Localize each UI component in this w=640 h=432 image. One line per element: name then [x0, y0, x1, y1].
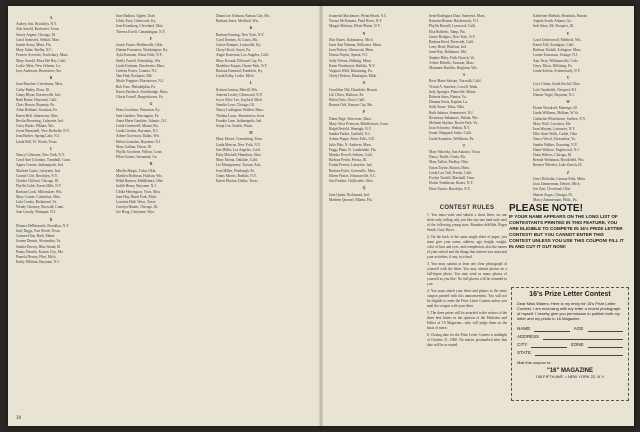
- contestant-name: Ginny Morris, Buffalo, N.Y.: [216, 173, 257, 178]
- coupon-field-line[interactable]: [534, 326, 570, 332]
- contestant-name: Gerri DeJardin, Cannon Falls, Minn.: [533, 176, 586, 181]
- contestant-name: Joan Schwartz, Walnut, N.Y.: [429, 126, 471, 131]
- contestant-name: Barbara Cook, Milwaukee, Wis.: [16, 189, 63, 194]
- name-column: [329, 14, 399, 202]
- contestant-name: Dona Goodwin, Princeton, Ky.: [116, 108, 161, 113]
- section-letter: L: [249, 81, 253, 86]
- contestant-name: Shelly Farrell, Friendship, Wis.: [116, 58, 162, 63]
- contestant-name: Myrle Frappier, Morristown, N.J.: [116, 79, 165, 84]
- contestant-name: Karen Bell, Johnstown, Ohio: [16, 113, 58, 118]
- section-letter: O: [362, 81, 366, 86]
- contestant-name: Annette Lesley, Glenwood, N.Y.: [216, 92, 263, 97]
- contestant-name: Judy Springer, Plainville, Maine: [429, 89, 476, 94]
- coupon-field-line[interactable]: [588, 342, 623, 348]
- contestant-name: Ulrike Herrington, Vicar, Miss.: [116, 189, 161, 194]
- rule-paragraph: 1. You must write and submit a short letter, on one sheet only, telling why you like any one (and only one) of the following young stars: Brandon deWilde, Roger Smith, Gary Bryce.: [427, 213, 507, 232]
- contestant-name: Sally Stone, Tulsa, Okla.: [429, 105, 465, 110]
- contestant-name: Mary Gallian, Dixon, Ill.: [116, 144, 152, 149]
- contestant-name: Jane Gardner, Warrington, Pa.: [116, 113, 160, 118]
- coupon-field-row[interactable]: [517, 326, 623, 332]
- coupon-field-line[interactable]: [588, 326, 624, 332]
- contestant-name: Linda Kirby, Leslie, Mich.: [216, 74, 255, 79]
- contestant-name: Connie Cole, Brooklyn, N.Y.: [16, 173, 58, 178]
- contestant-name: June Endlow, Ogden, Utah: [116, 14, 155, 18]
- contestant-name: Leslie Allen, New Orleans, La.: [16, 63, 61, 68]
- contestant-name: Sharon Zogas, Chicago, Ill.: [533, 192, 573, 197]
- coupon-field-label: ZONE: [570, 342, 584, 347]
- contestant-name: Carol Kenney, St. Louis, Mo.: [216, 37, 259, 42]
- section-letter: F: [149, 36, 153, 41]
- contestant-name: Jennie Avery, Mimi, Fla.: [16, 43, 52, 48]
- contestant-name: Ralph Perfeld, Wantagh, N.Y.: [329, 127, 372, 132]
- contestant-name: Janis Ann Nieman, Stillwater, Minn.: [329, 43, 382, 48]
- contestant-name: Carol Ann Colombo, Trumbull, Conn.: [16, 158, 71, 163]
- contestant-name: Kathy Dillman, Bayonne, N.J.: [16, 260, 60, 265]
- contestant-name: Marilyn Hoffman, Hudson, Wis.: [116, 173, 163, 178]
- contestant-name: Mirella Hargis, Tulsa, Okla.: [116, 168, 157, 173]
- contestant-name: Stephie Riley, Falls Church, Va.: [429, 55, 475, 60]
- contestant-name: Joey Anderson, Beaverton, Ore.: [16, 69, 62, 74]
- contestant-name: Lulu Conley, Richmond, Va.: [16, 199, 58, 204]
- contestant-name: Nan Fink, Rockport, Md.: [116, 74, 153, 79]
- contestant-name: Nancy Ludington, Holden, Mass.: [216, 108, 264, 113]
- contestant-name: Carleen Foster, Catania, N.J.: [116, 69, 158, 74]
- contestant-name: Ann Cassily, Wanaque, N.J.: [16, 210, 57, 215]
- contestant-name: Lorraine Hall, Waco, Texas: [116, 199, 156, 204]
- contestant-name: Eileen Prince, Johnsonville, S.C.: [329, 173, 377, 178]
- contestant-name: Mary Koszak, Ellwood City, Pa.: [216, 58, 263, 63]
- contestant-name: Sandra Walker, Ossoning, N.Y.: [533, 142, 578, 147]
- contestant-name: Chris Brown, Bryantje, Pa.: [16, 103, 55, 108]
- contestant-name: Bevlin Browning, Lafayette, Ind.: [16, 118, 64, 123]
- contestant-name: Mary Adair, Shelby, N.C.: [16, 48, 53, 53]
- contestant-name: Peggy Plant, Ft. Lauderdale, Fla.: [329, 147, 377, 152]
- contestant-name: Linda Lou Tull, Fresno, Calif.: [429, 170, 473, 175]
- section-letter: M: [249, 131, 253, 136]
- contestant-name: Karin Nordmeyer, Buffalo, N.Y.: [329, 63, 376, 68]
- contestant-name: Nancy Tindle, Ocala, Fla.: [429, 155, 466, 160]
- contestant-name: Arlene Gorenson, Dallas, Wis.: [116, 134, 160, 139]
- contestant-name: Cathy Bailey, Flora, Ill.: [16, 87, 50, 92]
- contestant-name: Linda Saunders, Wellsboro, Pa.: [429, 136, 475, 141]
- contestant-name: Eleanor DeBernardo, Brooklyn, N.Y.: [16, 223, 70, 228]
- section-letter: N: [362, 31, 366, 36]
- section-letter: Z: [566, 170, 570, 175]
- contestant-name: Jeanie Sheppard, Indio, Calif.: [429, 131, 472, 136]
- contestant-name: Bob Fuse, Philadelphia, Pa.: [116, 84, 156, 89]
- section-letter: B: [49, 76, 53, 81]
- contestant-name: Cheryl Nelson, Muskegon, Mich.: [329, 74, 378, 79]
- contestant-name: Amelia Love, Chicago, Ill.: [216, 103, 255, 108]
- section-letter: U: [566, 31, 570, 36]
- contestant-name: Joe Hoag, Cheyenne, Wyo.: [116, 210, 156, 215]
- contestant-name: Jeyne Bazzanell, New Rochelle, N.Y.: [16, 129, 70, 134]
- coupon-field-label: NAME: [517, 326, 531, 331]
- rule-paragraph: 2. On the back of the same single sheet of paper, you must give your name, address, age, height, weight, color of hair and eyes, and complexion; also the names of your school and the things that interest you most and your activities, if any, in school.: [427, 235, 507, 259]
- contestant-name: Gerry Burke, Elkhart, Wis.: [16, 124, 55, 129]
- contestant-name: Joan Nelson, Glenwood, Minn.: [329, 48, 374, 53]
- contestant-name: Dona Walters, Chicago, Ill.: [533, 153, 573, 158]
- contestant-name: Linda Marcus, New York, N.Y.: [216, 142, 261, 147]
- contestant-name: Louise Tomasson, Orange, N.J.: [533, 53, 579, 58]
- section-letter: H: [149, 162, 153, 167]
- section-letter: K: [249, 26, 253, 31]
- contestant-name: Janet Ray, Baltimore, Md.: [429, 50, 467, 55]
- contestant-name: Melinda Skyline, Bowie Park, Va.: [429, 121, 478, 126]
- contestant-name: Aline Bethune, Scranton, Pa.: [16, 108, 58, 113]
- contestant-name: Deanna Sirois, Kaplan, La.: [429, 100, 468, 105]
- contestant-name: Julie Pike, N. Andover, Mass.: [329, 142, 372, 147]
- contestant-name: Kristen Lenton, Merrill, Wis.: [216, 87, 258, 92]
- contestant-name: Geraldine Ohl, Honolulu, Hawaii: [329, 87, 378, 92]
- contestant-name: Sonja Lee, Seattle, Wash.: [216, 124, 253, 129]
- contestant-name: Irene Rodriguez Diaz, Somerset, Mass.: [429, 14, 486, 18]
- contestant-name: Joyce Alice Lee, Gaylord, Mich.: [216, 98, 263, 103]
- contestant-name: Lili Oliver, Hatboro, Pa.: [329, 92, 364, 97]
- contestant-name: Helen Gonzalez, Bayonne, N.J.: [116, 139, 162, 144]
- coupon-field-row[interactable]: [517, 350, 623, 356]
- magazine-spread: [8, 6, 634, 426]
- right-page: [321, 6, 634, 426]
- contestant-name: Barbara Pyles, Greenville, Miss.: [329, 168, 376, 173]
- contestant-name: Susan Taylor, Boston, Mass.: [429, 165, 470, 170]
- contestant-name: Barbara Tindall, Arlington, Mass.: [533, 48, 582, 53]
- contestant-name: Jeri Zutt, Cleveland, Ohio: [533, 187, 571, 192]
- contestant-name: Theresa Ewell, Canandaigua, N.Y.: [116, 29, 166, 34]
- contestant-name: Dianne Vogel, Bayonne, N.J.: [533, 92, 575, 97]
- contestant-name: Diane Wallace, Englewood, N.J.: [533, 147, 580, 152]
- coupon-field-row[interactable]: [517, 342, 623, 348]
- contestant-name: Elin Nunes, Kalamazoo, Mich.: [329, 37, 374, 42]
- contestant-name: Bernice Wheeler, Lake Zurich, Ill.: [533, 163, 583, 168]
- notice-title: PLEASE NOTE!: [509, 203, 583, 214]
- contestant-name: Joan Zimmerman, Detroit, Mich.: [533, 182, 581, 187]
- contestant-name: Phyllis Cobb, Forest Hills, N.Y.: [16, 184, 62, 189]
- contestant-name: Donna Naylor, Sparta, N.J.: [329, 53, 368, 58]
- contest-rules: [427, 206, 507, 350]
- contestant-name: Anna Marie Gauthier, Atlantic, N.J.: [116, 118, 168, 123]
- contestant-name: Patty Mitchell, Hamilton, Ohio: [216, 153, 261, 158]
- contestant-name: Angela South, Atlanta, Ga.: [533, 19, 572, 24]
- contestant-name: Ayla Fontaine, Glens Falls, N.Y.: [116, 53, 163, 58]
- contestant-name: Frankie Lane, Indianapolis, Ind.: [216, 118, 263, 123]
- contestant-name: Catherine Whitehouse, Suffern, N.Y.: [533, 116, 586, 121]
- contestant-name: Joan Weyant, Lancaster, N.Y.: [533, 127, 576, 132]
- contestant-name: Ginny Blyan, Brewerville, Ind.: [16, 92, 61, 97]
- contestant-name: Stacey Argent, Chicago, Ill.: [16, 32, 56, 37]
- contestant-name: Elsa Robledo, Tamp, Fla.: [429, 29, 466, 34]
- contestant-name: Karen Morton, Dallas, Texas: [216, 179, 258, 184]
- contestant-name: Linda Greenwell, Miami, Fla.: [116, 124, 159, 129]
- section-letter: S: [463, 73, 465, 78]
- contestant-name: Mary Corner, Columbus, Ohio: [16, 194, 61, 199]
- contestant-name: Rose Marie Salvato, Norwalk, Calif.: [429, 79, 482, 84]
- contestant-name: Hilda Hansen, Middlebury, Ohio: [116, 179, 164, 184]
- section-letter: G: [149, 102, 153, 107]
- contestant-name: Janice Rodgers, New York, N.Y.: [429, 34, 476, 39]
- contestant-name: Katherine Shehida, Honolulu, Hawaii: [533, 14, 588, 18]
- contestant-name: Jean Miller, Pittsburgh, Pa.: [216, 168, 255, 173]
- contestant-name: Mary Moore, Greensburg, Tenn.: [216, 137, 263, 142]
- coupon-field-line[interactable]: [531, 342, 566, 348]
- contestant-name: Barbara Pettitt, Peoria, Ill.: [329, 158, 367, 163]
- contestant-name: Ellen Gomes, Savannah, Ga.: [116, 155, 158, 160]
- coupon-address: 745 FIFTH AVE. • NEW YORK 22, N.Y.: [535, 374, 605, 379]
- contestant-name: Barbara Keating, New York, N.Y.: [216, 32, 265, 37]
- contestant-name: Evelyn Trudell, Marshall, Tenn.: [429, 176, 475, 181]
- section-letter: A: [49, 16, 53, 20]
- rule-paragraph: 3. You must submit at least one clear photograph of yourself with the letter. You may submit photos on a full-figure photo. You may send as many photos of yourself as you like. No full-photos will be returned to you.: [427, 262, 507, 286]
- contestant-name: Diana Lee Johnson, Kansas City, Mo.: [216, 14, 271, 18]
- coupon-magazine-name: "16" MAGAZINE: [546, 368, 594, 374]
- contestant-name: Arlene Poppe, Sioux Falls, S.D.: [329, 137, 375, 142]
- contestant-name: Mary Arnold, Flora Del Rey, Calif.: [16, 58, 67, 63]
- contestant-name: Linda Williams, Midlam, W.Va.: [533, 111, 579, 116]
- contestant-name: Virginia Weld, Kittanning, Pa.: [329, 69, 373, 74]
- contestant-name: Carol Armisted, Selkirk, Man.: [16, 37, 60, 42]
- contestant-name: Angie Kasterian, Los Angeles, Calif.: [216, 53, 269, 58]
- name-column: [16, 14, 86, 265]
- contestant-name: Mary Moran, Oakdale, Calif.: [216, 158, 258, 163]
- contestant-name: Judy Diggs, Fort Worth, Texas: [16, 228, 60, 233]
- section-letter: V: [566, 76, 570, 81]
- contestant-name: Sandra Dorsey, Blue Island, Ill.: [16, 244, 62, 249]
- coupon-field-label: AGE: [573, 326, 584, 331]
- contestant-name: Marlene Curtis, Lafayette, Ind.: [16, 168, 61, 173]
- coupon-field-line[interactable]: [543, 334, 623, 340]
- name-column: [533, 14, 603, 202]
- contestant-name: Ann Terry, Williamsville, Colo.: [533, 58, 579, 63]
- contestant-name: Linda Fairman, Dorchester, Mass.: [116, 63, 165, 68]
- left-page: [8, 6, 321, 426]
- contestant-name: Janice Foster, Holdenville, Okla.: [116, 43, 164, 48]
- name-column: [116, 14, 186, 216]
- contestant-name: Nancy Wood, Alexandria, Va.: [533, 137, 576, 142]
- contestant-name: Jean Barber, Spring Lake, N.J.: [16, 134, 60, 139]
- contestant-name: Marianne Rachlin, Brighton, Wis.: [429, 66, 478, 71]
- rule-paragraph: 4. You must attach your letter and photos to the entry coupon printed with this announcement. You will not be eligible to enter the Prize Letter Contest unless you mail the coupon with your letter.: [427, 289, 507, 308]
- contestant-name: Jean Eisenberg, Cleveland, Ohio: [116, 24, 163, 29]
- contestant-name: Barbara Jones, Medford, Wis.: [216, 19, 259, 24]
- coupon-fields: [512, 326, 628, 356]
- contestant-name: Jane Quinn, Richmond, Ind.: [329, 192, 370, 197]
- contestant-name: Carolyn Hunter, Chicago, Ill.: [116, 205, 158, 210]
- coupon-field-line[interactable]: [535, 350, 623, 356]
- rule-paragraph: 5. The three prizes will be awarded to the writers of the three best letters in the opinion of the Publisher and Editor of 16 Magazine—who will judge them on the basis of merit.: [427, 311, 507, 330]
- entry-coupon: [511, 287, 629, 401]
- contestant-name: Carmen Diaz, Bath, Maine: [16, 234, 55, 239]
- contestant-name: Elaine Tomlinson, Bronx, N.Y.: [429, 181, 474, 186]
- contestant-name: Barbara Reed, Riverside, Calif.: [429, 40, 475, 45]
- please-note-notice: [509, 204, 627, 250]
- contestant-name: Bonnie Orff, Kansas City, Mo.: [329, 103, 374, 108]
- contestant-name: Marlene Quesnel, Miami, Fla.: [329, 197, 373, 202]
- contestant-name: Audrey Ash, Brooklyn, N.Y.: [16, 22, 57, 27]
- contestant-name: Barb Barne, Hayward, Calif.: [16, 98, 58, 103]
- contestant-name: Cheryl Koch, Sayre, Pa.: [216, 48, 251, 53]
- contestant-name: Dena Turner, Brooklyn, N.Y.: [429, 186, 471, 191]
- contestant-name: Agnes Conner, Indianapolis, Ind.: [16, 163, 64, 168]
- section-letter: T: [462, 143, 466, 148]
- contestant-name: Linda Bell, Ft. Worth, Texas: [16, 139, 57, 144]
- contestant-name: Ramona Renner, Hackensack, N.J.: [429, 19, 479, 24]
- contestant-name: Sue Miller, Los Angeles, Calif.: [216, 147, 261, 152]
- contestant-name: Phyllis Russell, Lynwood, Calif.: [429, 24, 476, 29]
- contestant-name: Larry Reed, Bluffton, Ind.: [429, 45, 467, 50]
- contestant-name: Linda Gordon, Bayonne, N.J.: [116, 129, 159, 134]
- contestant-name: Marsha Powell, Salinas, Calif.: [329, 153, 373, 158]
- contestant-name: Mary Alice Peterson, Middletown, Conn.: [329, 121, 389, 126]
- coupon-field-label: ADDRESS: [517, 334, 540, 339]
- contestant-name: Gloria Forsell, Burgettstown, Pa.: [116, 95, 164, 100]
- contestant-name: Lola Vanderbilt, Newport, R.I.: [533, 87, 577, 92]
- name-column: [429, 14, 499, 192]
- contestant-name: Elaine Woodruff, Marengo, Ill.: [533, 106, 578, 111]
- contestant-name: Gerry Tilton, Dillsburg, Pa.: [533, 63, 573, 68]
- coupon-title: 16's Prize Letter Contest: [529, 291, 611, 298]
- contestant-name: Gracie Kemper, Louisville, Ky.: [216, 43, 262, 48]
- contestant-name: Penny Daniels, Kansas City, Mo.: [16, 249, 64, 254]
- contestant-name: Phyllis Goodwin, Wilton, Conn.: [116, 150, 163, 155]
- contestant-name: Frances Acevedo, Tewksbury, Mass.: [16, 53, 69, 58]
- contestant-name: Charles Clifford, Chicago, Ill.: [16, 179, 60, 184]
- coupon-mail-label: Mail this coupon to:: [517, 360, 552, 365]
- coupon-body: Dear Miss Waters: Here is my entry for 16's Prize Letter Contest. I am enclosing with my letter a recent photograph of myself. I hereby give you permission to publish both my letter and my photo in 16 Magazine.: [517, 301, 621, 321]
- contestant-name: Vivian A. Sanchez, Lowell, Wash.: [429, 84, 479, 89]
- contestant-name: Rosemary Sakamoto, Pahala, Wis.: [429, 115, 479, 120]
- contestant-name: Arlene Rebello, Taunton, Mass.: [429, 60, 475, 65]
- contestant-name: Karen Tull, Southgate, Calif.: [533, 43, 575, 48]
- contestant-name: Diane Page, Worcester, Mass.: [329, 116, 372, 121]
- contestant-name: Ellie Anne Walls, Cadde, Ohio: [533, 132, 578, 137]
- contestant-name: Mary Talbot, Findlay, Ohio: [429, 160, 469, 165]
- contestant-name: Thelma Lucas, Sharonview, Iowa: [216, 113, 265, 118]
- contestant-name: Mary Sikorsky, San Antonio, Texas: [429, 150, 480, 155]
- contestant-name: Sally Nelson, Hibbing, Minn.: [329, 58, 372, 63]
- contestant-name: Jane Hay, Hazel Park, Mich.: [116, 194, 157, 199]
- contestant-name: Mary Wolf, Lewiston, Me.: [533, 121, 572, 126]
- page-number: 38: [16, 416, 21, 421]
- rules-list: [427, 213, 507, 348]
- contestant-name: Norma McNamara, Pearl River, N.Y.: [329, 19, 383, 24]
- contestant-name: Margie Mahony, White Plains, N.Y.: [329, 24, 381, 29]
- rule-paragraph: 6. Closing date for the Prize Letter Contest is midnight of October 31, 1960. No entries postmarked after that date will be accepted.: [427, 333, 507, 347]
- contestant-name: Marcy Zimmerman, Phila., Pa.: [533, 197, 578, 202]
- contestant-name: Ruth Salmon, Sommerset, N.J.: [429, 110, 474, 115]
- coupon-field-row[interactable]: [517, 334, 623, 340]
- contestant-name: Helen Ortiz, Orosi, Calif.: [329, 98, 366, 103]
- contestant-name: Joanne Dennis, Alexandria, Va.: [16, 239, 62, 244]
- contest-rules-title: CONTEST RULES: [439, 205, 495, 211]
- contestant-name: Wendy Chesney, Norwalk, Conn.: [16, 205, 64, 210]
- contestant-name: Ada Arnold, Rochester, Texas: [16, 27, 59, 32]
- contestant-name: Linda Soleria, Schenectady, N.Y.: [533, 69, 581, 74]
- contestant-name: Lucy Urban, South Euclid, Ohio: [533, 82, 580, 87]
- contestant-name: Joan Boucher, Creedmoor, Miss.: [16, 82, 64, 87]
- contestant-name: Barbara Kennard, Frankfort, Ky.: [216, 69, 263, 74]
- contestant-name: Fonda Powers, Lafayette, Ind.: [329, 163, 373, 168]
- contestant-name: Brenda Weitzman, Brookfield, Wis.: [533, 158, 585, 163]
- notice-text: IF YOUR NAME APPEARS ON THE LONG LIST OF CONTESTANTS PRINTED IN THIS FEATURE, YOU ARE ELIGIBLE TO COMPETE IN 16's PRIZE LETTER CONTEST! BUT YOU CANNOT ENTER THIS CONTEST UNLESS YOU USE THIS COUPON! FILL IT IN AND CUT IT OUT NOW!: [509, 214, 624, 249]
- contestant-name: Roberta Sims, Elmira, Va.: [429, 95, 467, 100]
- section-letter: C: [49, 146, 53, 151]
- contestant-name: Nancy Collusion, New York, N.Y.: [16, 153, 65, 158]
- section-letter: P: [362, 110, 366, 115]
- contestant-name: Libby Ezzy, Glenwood, Ky.: [116, 19, 157, 24]
- contestant-name: Carol Underwood, Medford, Wis.: [533, 37, 582, 42]
- coupon-field-label: STATE: [517, 350, 532, 355]
- contestant-name: Pamela Dewey, Flint, Mich.: [16, 254, 57, 259]
- contestant-name: Liz Montgomery, Tucson, Ariz.: [216, 163, 262, 168]
- contestant-name: Karen Faiabeck, Southbridge, Mass.: [116, 89, 169, 94]
- contestant-name: Judith Henry, Bayonne, N.J.: [116, 184, 157, 189]
- contestant-name: Dianne Fornatese, Worthington, Ky.: [116, 48, 168, 53]
- contestant-name: Sue Panther, Chillicothe, Ohio: [329, 179, 373, 184]
- contestant-name: Sandra Parker, Garfield, N.J.: [329, 132, 371, 137]
- contestant-name: Madeline Kasper, Ozone Park, N.Y.: [216, 63, 268, 68]
- name-column: [216, 14, 286, 184]
- section-letter: W: [566, 100, 570, 105]
- contestant-name: Judi Short, Mt. Prospect, Ill.: [533, 24, 574, 29]
- section-letter: Q: [362, 186, 366, 191]
- contestant-name: Jeannette Muchmore, Wynn Beach, S.C.: [329, 14, 388, 18]
- coupon-field-label: CITY: [517, 342, 528, 347]
- section-letter: D: [49, 217, 53, 222]
